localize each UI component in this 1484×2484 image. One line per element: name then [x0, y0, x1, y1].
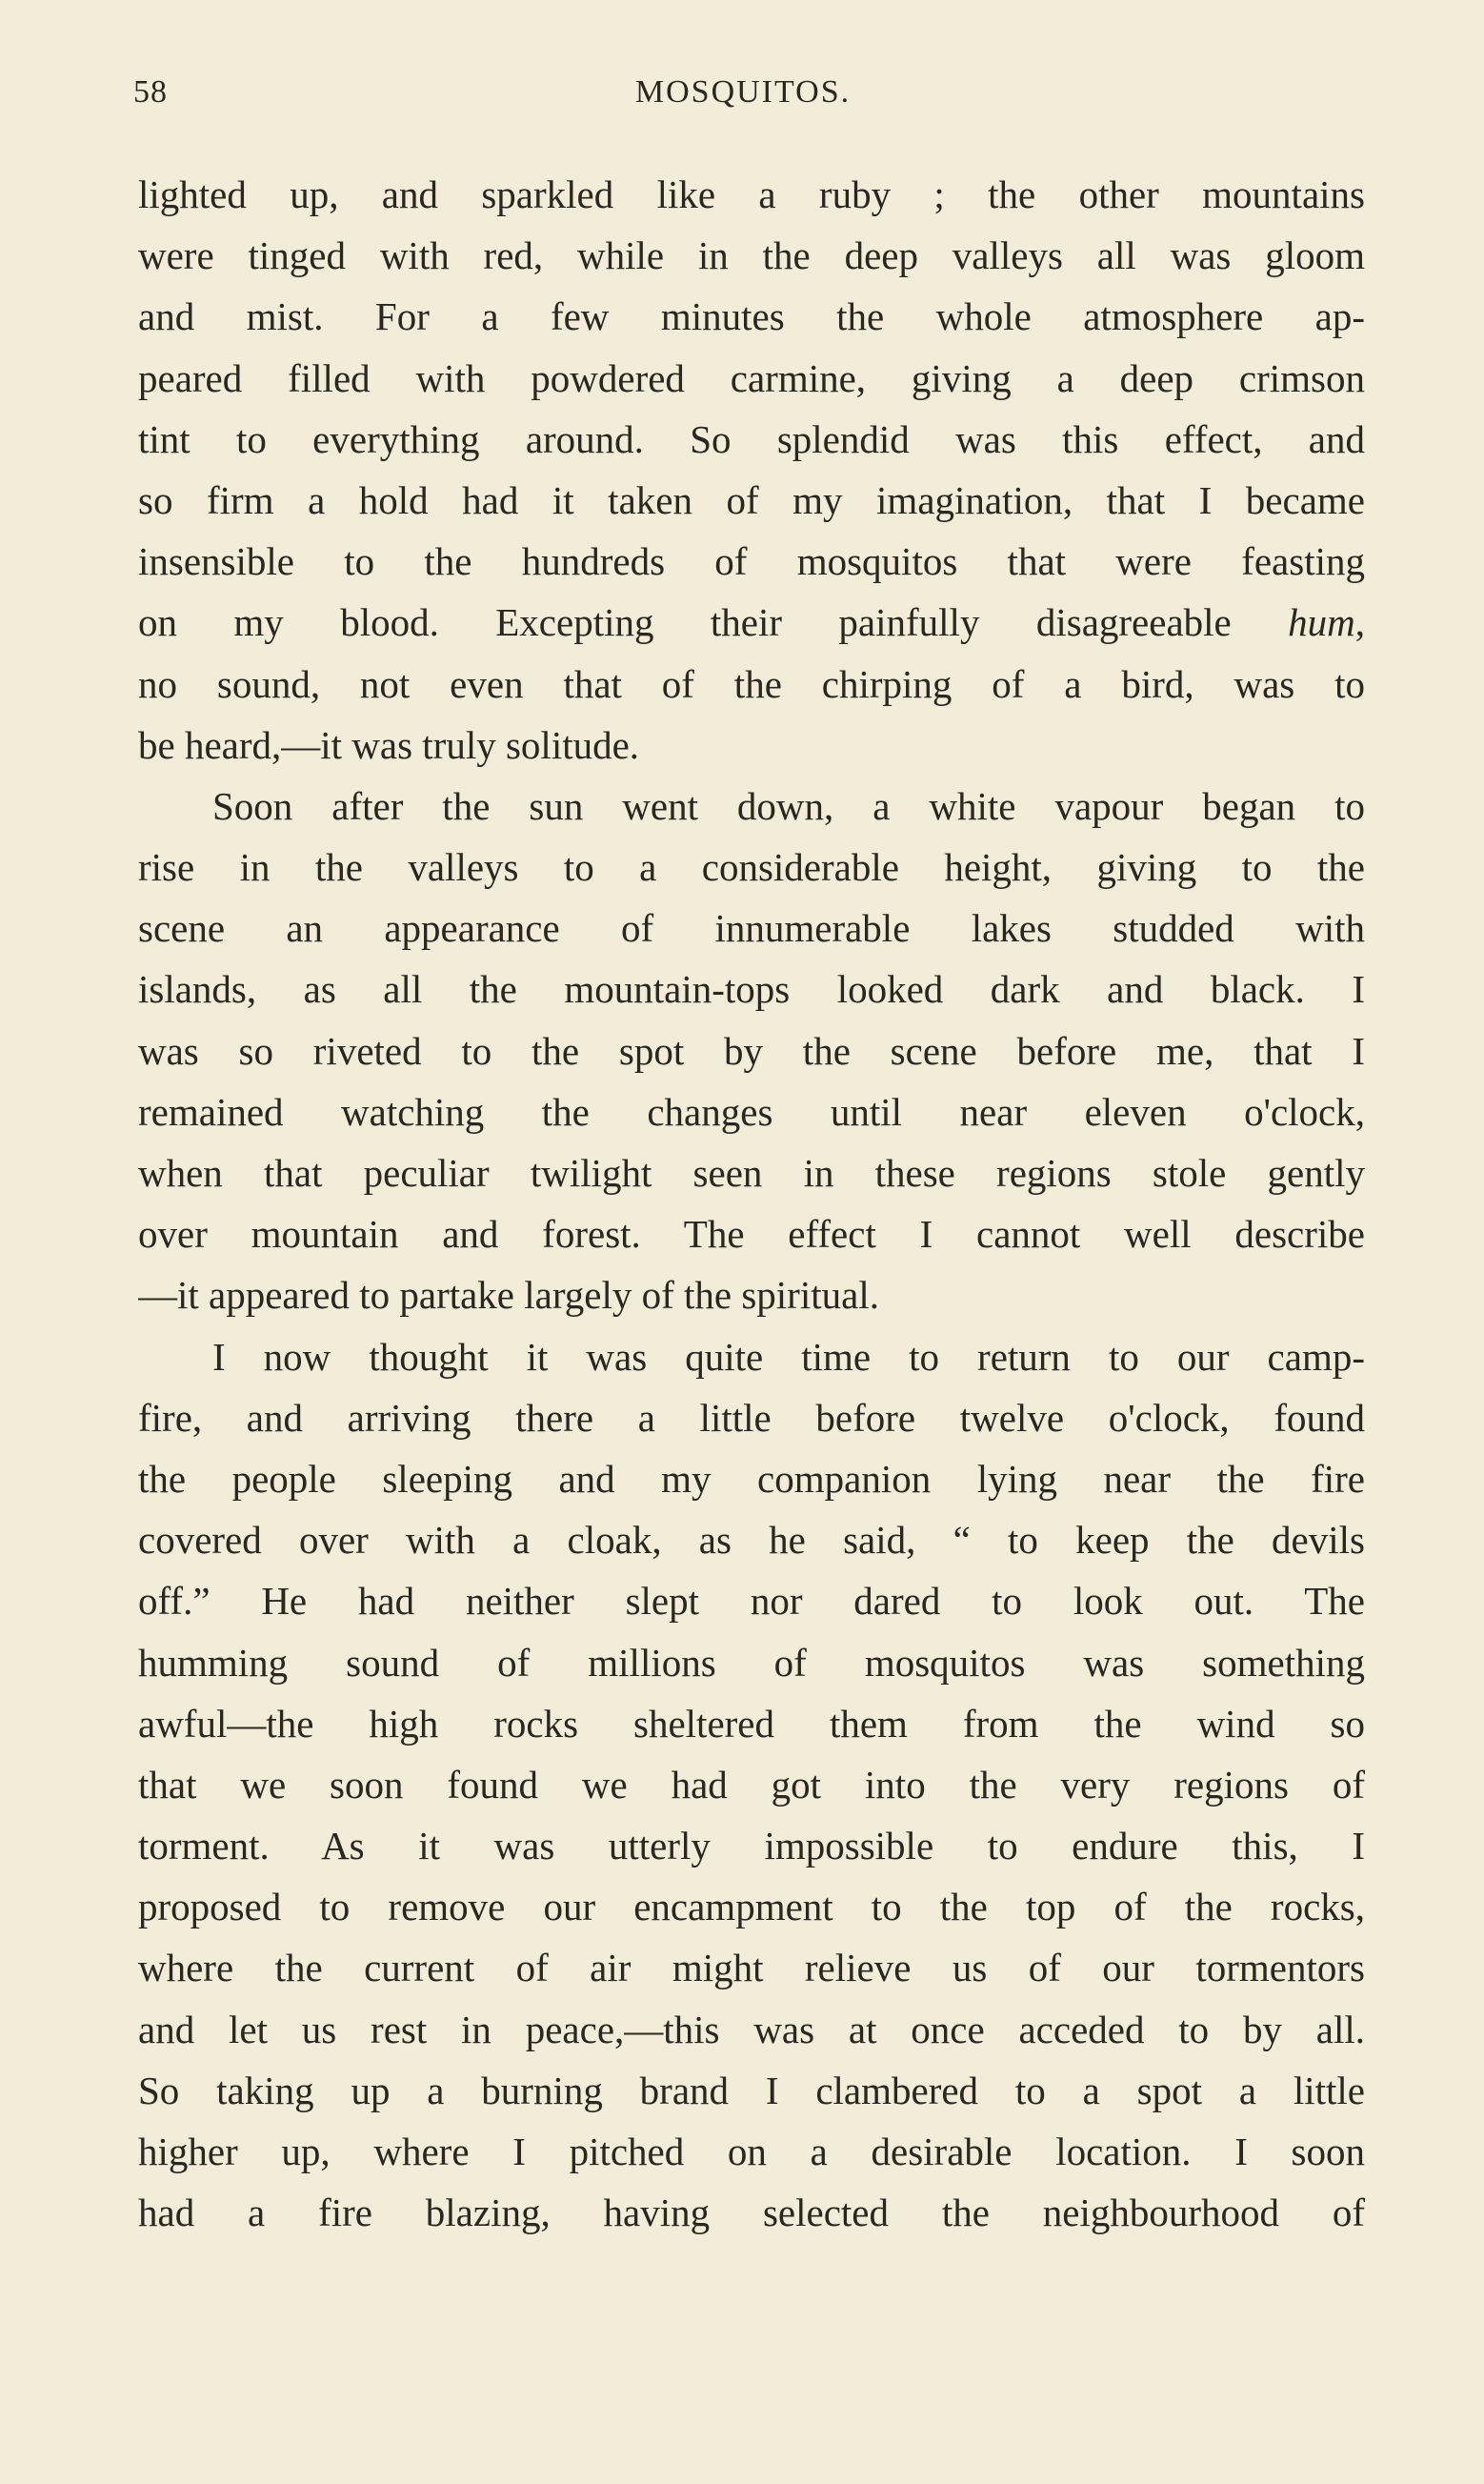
- text-line: no sound, not even that of the chirping of a bird, was to: [138, 661, 1365, 706]
- text-line: Soon after the sun went down, a white vapour began to: [212, 783, 1365, 828]
- text-line: fire, and arriving there a little before twelve o'clock, found: [138, 1395, 1365, 1440]
- text-line: so firm a hold had it taken of my imagination, that I became: [138, 477, 1365, 522]
- running-title: MOSQUITOS.: [634, 74, 852, 110]
- text-line: the people sleeping and my companion lying near the fire: [138, 1456, 1365, 1501]
- body-text: [138, 164, 1365, 2243]
- page-number: 58: [133, 74, 168, 110]
- text-line: that we soon found we had got into the very regions of: [138, 1762, 1365, 1807]
- text-line: rise in the valleys to a considerable height, giving to the: [138, 845, 1365, 890]
- text-line: where the current of air might relieve us of our tormentors: [138, 1946, 1365, 1990]
- text-line: awful—the high rocks sheltered them from the wind so: [138, 1701, 1365, 1746]
- text-line: over mountain and forest. The effect I cannot well describe: [138, 1212, 1365, 1257]
- text-line: proposed to remove our encampment to the top of the rocks,: [138, 1885, 1365, 1929]
- running-head: [133, 74, 1353, 131]
- text-line: insensible to the hundreds of mosquitos that were feasting: [138, 539, 1365, 584]
- text-line: humming sound of millions of mosquitos was something: [138, 1640, 1365, 1685]
- text-line: scene an appearance of innumerable lakes studded with: [138, 906, 1365, 951]
- text-line: torment. As it was utterly impossible to endure this, I: [138, 1824, 1365, 1868]
- text-line: higher up, where I pitched on a desirable location. I soon: [138, 2130, 1365, 2173]
- text-line: tint to everything around. So splendid was this effect, and: [138, 416, 1365, 461]
- text-line: and mist. For a few minutes the whole atmosphere ap-: [138, 294, 1365, 339]
- text-line: be heard,—it was truly solitude.: [138, 722, 640, 767]
- text-line: was so riveted to the spot by the scene before me, that I: [138, 1028, 1365, 1073]
- text-line: had a fire blazing, having selected the neighbourhood of: [138, 2191, 1365, 2235]
- text-line: remained watching the changes until near eleven o'clock,: [138, 1089, 1365, 1134]
- text-line: and let us rest in peace,—this was at once acceded to by all.: [138, 2007, 1365, 2051]
- text-line: covered over with a cloak, as he said, “ to keep the devils: [138, 1518, 1365, 1563]
- text-line: So taking up a burning brand I clambered to a spot a little: [138, 2068, 1365, 2112]
- text-line: when that peculiar twilight seen in these regions stole gently: [138, 1151, 1365, 1195]
- text-line: [138, 592, 1365, 653]
- text-line: were tinged with red, while in the deep valleys all was gloom: [138, 233, 1365, 278]
- text-line: off.” He had neither slept nor dared to look out. The: [138, 1579, 1365, 1624]
- text-line: lighted up, and sparkled like a ruby ; the other mountains: [138, 172, 1365, 216]
- emphasis-word: hum: [1288, 600, 1355, 645]
- text-line: islands, as all the mountain-tops looked dark and black. I: [138, 967, 1365, 1012]
- text-line: I now thought it was quite time to return to our camp-: [212, 1334, 1365, 1379]
- text-line: peared filled with powdered carmine, giving a deep crimson: [138, 355, 1365, 400]
- text-line-part: on my blood. Excepting their painfully disagreeable hum,: [138, 600, 1365, 645]
- text-line: —it appeared to partake largely of the spiritual.: [138, 1273, 879, 1318]
